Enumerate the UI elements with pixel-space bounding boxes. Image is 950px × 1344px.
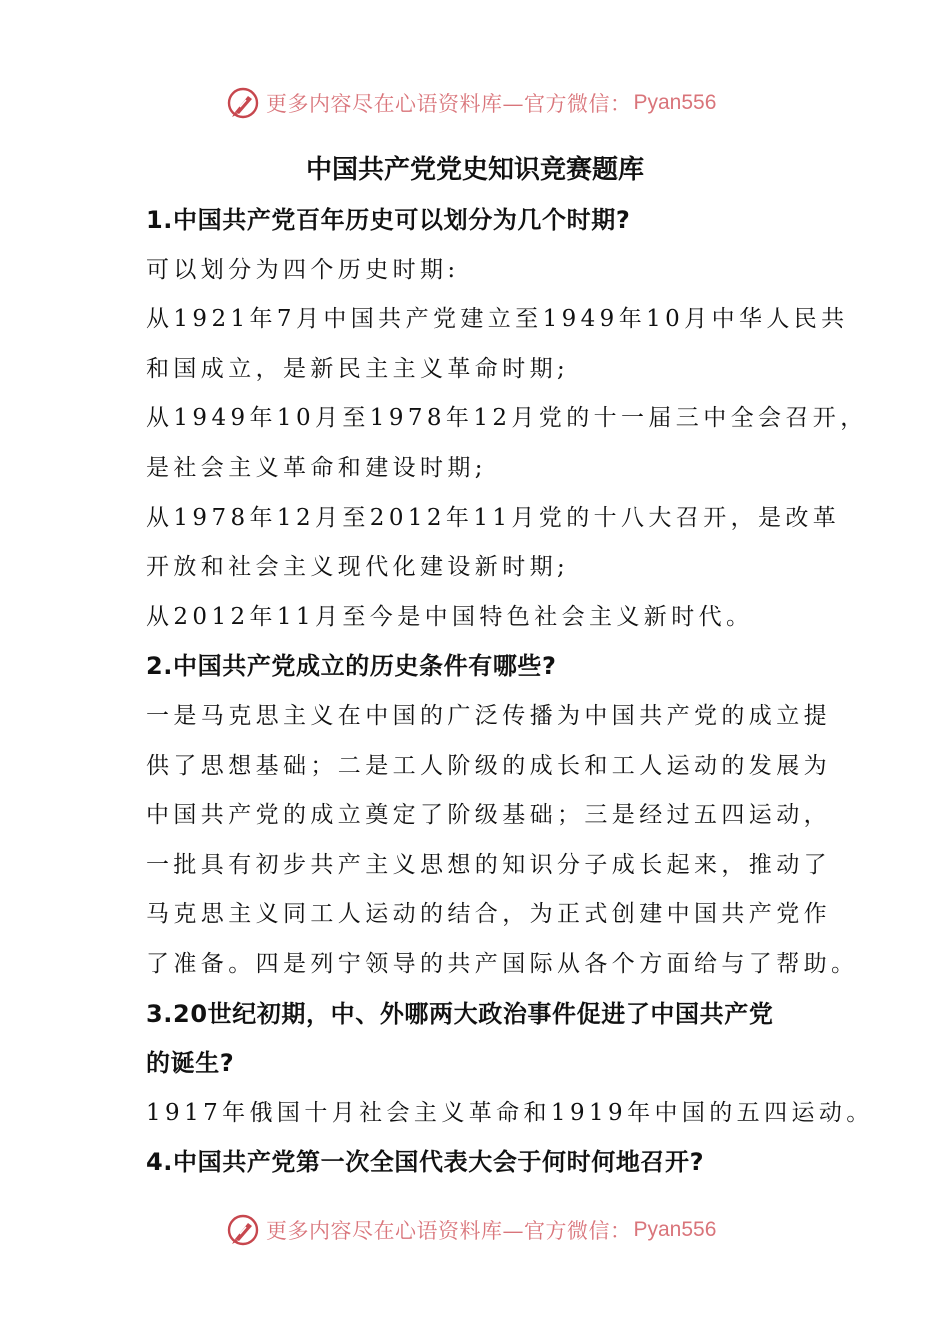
answer-line: 1917年俄国十月社会主义革命和1919年中国的五四运动。 (146, 1099, 874, 1126)
answer-line: 从1949年10月至1978年12月党的十一届三中全会召开， (146, 405, 868, 432)
question-line: 1.中国共产党百年历史可以划分为几个时期? (146, 206, 631, 234)
watermark-banner-top (226, 83, 716, 123)
page-title: 中国共产党党史知识竞赛题库 (305, 155, 644, 185)
watermark-text: 更多内容尽在心语资料库—官方微信： (266, 92, 632, 116)
answer-line: 开放和社会主义现代化建设新时期; (146, 554, 570, 581)
answer-line: 可以划分为四个历史时期: (146, 256, 460, 283)
question-line: 的诞生? (146, 1049, 235, 1078)
answer-line: 从2012年11月至今是中国特色社会主义新时代。 (146, 603, 754, 630)
answer-line: 马克思主义同工人运动的结合，为正式创建中国共产党作 (146, 901, 831, 928)
pen-nib-logo-icon (226, 86, 260, 120)
question-line: 3.20世纪初期，中、外哪两大政治事件促进了中国共产党 (146, 999, 774, 1028)
quiz-content (146, 196, 874, 1188)
answer-line: 一批具有初步共产主义思想的知识分子成长起来，推动了 (146, 851, 831, 878)
question-line: 4.中国共产党第一次全国代表大会于何时何地召开? (146, 1148, 705, 1177)
answer-line: 一是马克思主义在中国的广泛传播为中国共产党的成立提 (146, 702, 831, 729)
answer-line: 了准备。四是列宁领导的共产国际从各个方面给与了帮助。 (146, 950, 859, 977)
watermark-wechat-id: Pyan556 (633, 1218, 717, 1241)
answer-line: 从1978年12月至2012年11月党的十八大召开，是改革 (146, 504, 841, 531)
answer-line: 供了思想基础；二是工人阶级的成长和工人运动的发展为 (146, 752, 831, 779)
question-line: 2.中国共产党成立的历史条件有哪些? (146, 652, 557, 681)
watermark-text: 更多内容尽在心语资料库—官方微信： (266, 1219, 632, 1243)
answer-line: 是社会主义革命和建设时期; (146, 454, 487, 481)
watermark-banner-bottom (226, 1210, 716, 1250)
watermark-wechat-id: Pyan556 (633, 91, 717, 114)
answer-line: 和国成立，是新民主主义革命时期; (146, 355, 570, 382)
answer-line: 从1921年7月中国共产党建立至1949年10月中华人民共 (146, 306, 849, 333)
answer-line: 中国共产党的成立奠定了阶级基础；三是经过五四运动， (146, 802, 831, 829)
pen-nib-logo-icon (226, 1213, 260, 1247)
